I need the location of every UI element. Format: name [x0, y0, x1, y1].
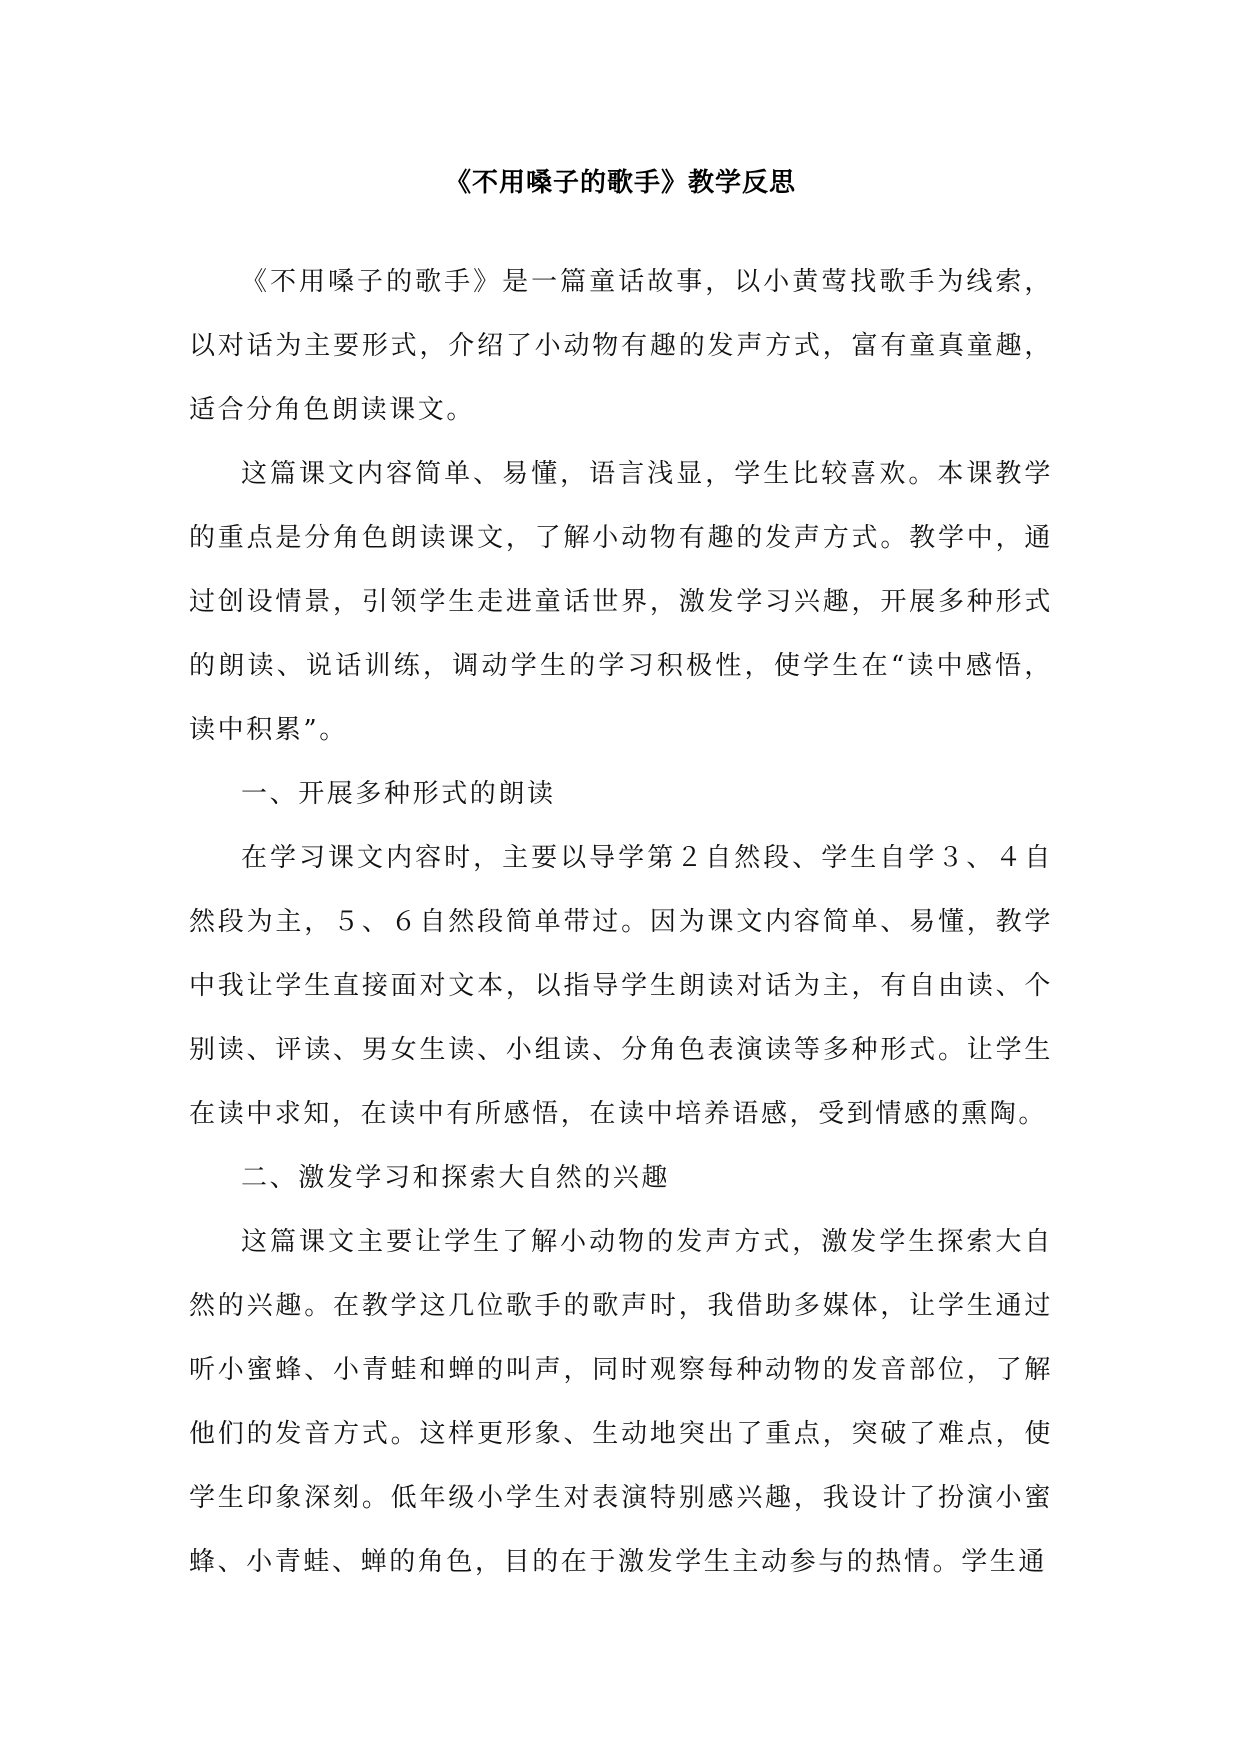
- document-body: [189, 250, 1053, 1594]
- section-heading-reading: 一、开展多种形式的朗读: [241, 779, 556, 809]
- paragraph-intro: 《不用嗓子的歌手》是一篇童话故事，以小黄莺找歌手为线索，以对话为主要形式，介绍了小动物有趣的发声方式，富有童真童趣，适合分角色朗读课文。: [189, 267, 1053, 425]
- paragraph-overview: 这篇课文内容简单、易懂，语言浅显，学生比较喜欢。本课教学的重点是分角色朗读课文，了解小动物有趣的发声方式。教学中，通过创设情景，引领学生走进童话世界，激发学习兴趣，开展多种形式的朗读、说话训练，调动学生的学习积极性，使学生在“读中感悟，读中积累”。: [189, 459, 1053, 745]
- paragraph-reading: 在学习课文内容时，主要以导学第２自然段、学生自学３、４自然段为主，５、６自然段简单带过。因为课文内容简单、易懂，教学中我让学生直接面对文本，以指导学生朗读对话为主，有自由读、个别读、评读、男女生读、小组读、分角色表演读等多种形式。让学生在读中求知，在读中有所感悟，在读中培养语感，受到情感的熏陶。: [189, 843, 1053, 1129]
- paragraph-interest: 这篇课文主要让学生了解小动物的发声方式，激发学生探索大自然的兴趣。在教学这几位歌手的歌声时，我借助多媒体，让学生通过听小蜜蜂、小青蛙和蝉的叫声，同时观察每种动物的发音部位，了解他们的发音方式。这样更形象、生动地突出了重点，突破了难点，使学生印象深刻。低年级小学生对表演特别感兴趣，我设计了扮演小蜜蜂、小青蛙、蝉的角色，目的在于激发学生主动参与的热情。学生通: [189, 1227, 1053, 1577]
- page-title: 《不用嗓子的歌手》教学反思: [444, 168, 796, 198]
- section-heading-interest: 二、激发学习和探索大自然的兴趣: [241, 1163, 671, 1193]
